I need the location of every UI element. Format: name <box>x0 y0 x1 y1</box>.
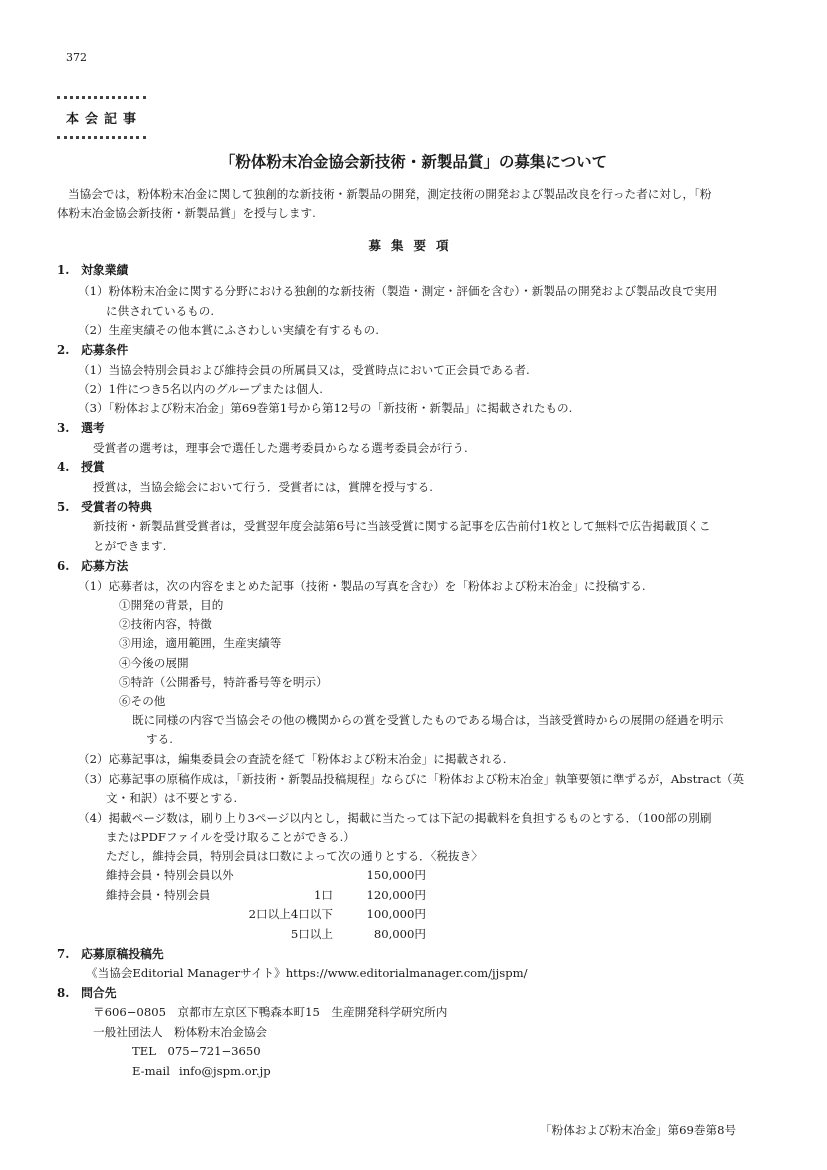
section-5-line-2: とができます. <box>93 539 167 553</box>
contact-tel: TEL 075−721−3650 <box>132 1044 261 1058</box>
section-1-heading: 1. 対象業績 <box>57 263 129 277</box>
section-2-item-3: （3）「粉体および粉末冶金」第69巻第1号から第12号の「新技術・新製品」に掲載されたもの. <box>78 401 573 415</box>
section-6-subitem-2: ②技術内容，特徴 <box>119 617 212 631</box>
fee-row-2-units: 1口 <box>314 888 333 902</box>
section-1-item-1: （1）粉体粉末冶金に関する分野における独創的な新技術（製造・測定・評価を含む）・新製品の開発および製品改良で実用 <box>78 284 718 298</box>
section-3-heading: 3. 選考 <box>57 421 105 435</box>
section-5-heading: 5. 受賞者の特典 <box>57 500 152 514</box>
section-3-text: 受賞者の選考は，理事会で選任した選考委員からなる選考委員会が行う. <box>93 441 468 455</box>
section-label: 本会記事 <box>66 112 143 127</box>
intro-line-2: 体粉末冶金協会新技術・新製品賞」を授与します. <box>57 206 316 220</box>
section-6-subitem-5: ⑤特許（公開番号，特許番号等を明示） <box>119 675 328 689</box>
section-4-heading: 4. 授賞 <box>57 460 105 474</box>
section-6-subitem-1: ①開発の背景，目的 <box>119 598 224 612</box>
fee-row-3-units: 2口以上4口以下 <box>248 907 333 921</box>
section-6-subitem-4: ④今後の展開 <box>119 656 189 670</box>
page-title: 「粉体粉末冶金協会新技術・新製品賞」の募集について <box>219 152 608 171</box>
fee-row-3-price: 100,000円 <box>366 907 426 921</box>
section-6-subitem-6: ⑥その他 <box>119 694 166 708</box>
section-6-heading: 6. 応募方法 <box>57 559 129 573</box>
bottom-dotted-rule <box>57 136 146 139</box>
intro-line-1: 当協会では，粉体粉末冶金に関して独創的な新技術・新製品の開発，測定技術の開発および製品改良を行った者に対し，「粉 <box>68 187 712 201</box>
section-2-item-1: （1）当協会特別会員および維持会員の所属員又は，受賞時点において正会員である者. <box>78 363 530 377</box>
fee-intro: ただし，維持会員，特別会員は口数によって次の通りとする．〈税抜き〉 <box>106 849 483 863</box>
section-6-item-4: （4）掲載ページ数は，刷り上り3ページ以内とし，掲載に当たっては下記の掲載料を負担するものとする．（100部の別刷 <box>78 811 712 825</box>
contact-org: 一般社団法人 粉体粉末冶金協会 <box>93 1025 267 1039</box>
section-6-note-2: する. <box>146 732 173 746</box>
fee-row-4-price: 80,000円 <box>373 927 426 941</box>
section-4-text: 授賞は，当協会総会において行う．受賞者には，賞牌を授与する. <box>93 480 433 494</box>
section-7-heading: 7. 応募原稿投稿先 <box>57 947 164 961</box>
fee-row-1-price: 150,000円 <box>366 868 426 882</box>
fee-row-4-units: 5口以上 <box>290 927 333 941</box>
page-number: 372 <box>66 51 87 64</box>
contact-email-label: E-mail <box>132 1064 170 1078</box>
contact-email[interactable]: info@jspm.or.jp <box>179 1064 271 1078</box>
fee-row-1-member: 維持会員・特別会員以外 <box>106 868 234 882</box>
top-dotted-rule <box>57 96 146 99</box>
section-6-item-3-cont: 文・和訳）は不要とする. <box>106 791 238 805</box>
fee-row-2-member: 維持会員・特別会員 <box>106 888 211 902</box>
section-6-item-2: （2）応募記事は，編集委員会の査読を経て「粉体および粉末冶金」に掲載される. <box>78 752 507 766</box>
subtitle: 募集要項 <box>368 238 459 253</box>
section-6-item-3: （3）応募記事の原稿作成は，「新技術・新製品投稿規程」ならびに「粉体および粉末冶金」執筆要領に準ずるが，Abstract（英 <box>78 772 745 786</box>
section-1-item-2: （2）生産実績その他本賞にふさわしい実績を有するもの. <box>78 323 379 337</box>
submission-site[interactable]: 《当協会Editorial Managerサイト》https://www.editorialmanager.com/jjspm/ <box>86 966 528 980</box>
section-6-item-1: （1）応募者は，次の内容をまとめた記事（技術・製品の写真を含む）を「粉体および粉末冶金」に投稿する. <box>78 579 646 593</box>
section-2-item-2: （2）1件につき5名以内のグループまたは個人. <box>78 382 323 396</box>
contact-address: 〒606−0805 京都市左京区下鴨森本町15 生産開発科学研究所内 <box>93 1005 448 1019</box>
fee-row-2-price: 120,000円 <box>366 888 426 902</box>
section-6-subitem-3: ③用途，適用範囲，生産実績等 <box>119 636 282 650</box>
section-5-line-1: 新技術・新製品賞受賞者は，受賞翌年度会誌第6号に当該受賞に関する記事を広告前付1枚として無料で広告掲載頂くこ <box>93 519 711 533</box>
section-1-item-1-cont: に供されているもの. <box>106 304 215 318</box>
journal-footer: 「粉体および粉末冶金」第69巻第8号 <box>540 1123 737 1137</box>
section-6-item-4-cont: またはPDFファイルを受け取ることができる.） <box>106 830 355 844</box>
section-2-heading: 2. 応募条件 <box>57 343 129 357</box>
section-8-heading: 8. 問合先 <box>57 986 117 1000</box>
section-6-note-1: 既に同様の内容で当協会その他の機関からの賞を受賞したものである場合は，当該受賞時からの展開の経過を明示 <box>132 713 724 727</box>
